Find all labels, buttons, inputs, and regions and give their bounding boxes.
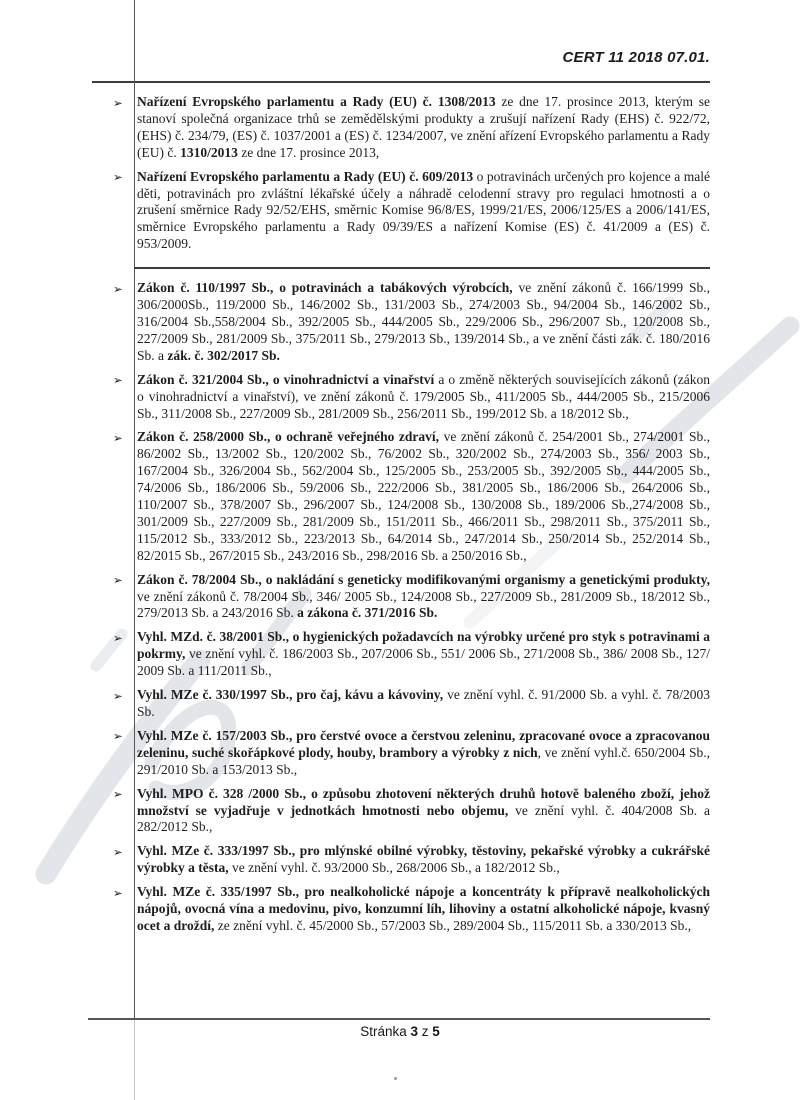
- list-item: [113, 94, 710, 162]
- regulations-group-national: [113, 280, 710, 935]
- list-item-text: Zákon č. 258/2000 Sb., o ochraně veřejného zdraví, ve znění zákonů č. 254/2001 Sb., 274/2001 Sb., 86/2002 Sb., 13/2002 Sb., 120/2002 Sb., 76/2002 Sb., 320/2002 Sb., 274/2003 Sb., 356/ 2003 Sb., 167/2004 Sb., 326/2004 Sb., 562/2004 Sb., 125/2005 Sb., 253/2005 Sb., 392/2005 Sb., 444/2005 Sb., 74/2006 Sb., 186/2006 Sb., 59/2006 Sb., 222/2006 Sb., 381/2005 Sb., 186/2006 Sb., 264/2006 Sb., 110/2007 Sb., 378/2007 Sb., 296/2007 Sb., 124/2008 Sb., 130/2008 Sb., 189/2006 Sb.,274/2008 Sb., 301/2009 Sb., 227/2009 Sb., 281/2009 Sb., 151/2011 Sb., 466/2011 Sb., 298/2011 Sb., 375/2011 Sb., 115/2012 Sb., 333/2012 Sb., 223/2013 Sb., 64/2014 Sb., 247/2014 Sb., 250/2014 Sb., 252/2014 Sb., 82/2015 Sb., 267/2015 Sb., 243/2016 Sb., 298/2016 Sb. a 250/2016 Sb.,: [137, 429, 710, 563]
- list-item: [113, 687, 710, 721]
- list-item: [113, 280, 710, 365]
- regulations-group-eu: [113, 94, 710, 253]
- list-item-text: Nařízení Evropského parlamentu a Rady (EU) č. 609/2013 o potravinách určených pro kojence a malé děti, potravinách pro zvláštní lékařské účely a náhradě celodenní stravy pro regulaci hmotnosti a o zrušení směrnice Rady 92/52/EHS, směrnic Komise 96/8/ES, 1999/21/ES, 2006/125/ES a 2006/141/ES, směrnice Evropského parlamentu a Rady 09/39/ES a nařízení Komise (ES) č. 41/2009 a (ES) č. 953/2009.: [137, 168, 710, 252]
- list-item-text: Vyhl. MPO č. 328 /2000 Sb., o způsobu zhotovení některých druhů hotově baleného zboží, jehož množství se vyjadřuje v jednotkách hmotnosti nebo objemu, ve znění vyhl. č. 404/2008 Sb. a 282/2012 Sb.,: [137, 785, 710, 835]
- list-item-text: Vyhl. MZe č. 330/1997 Sb., pro čaj, kávu a kávoviny, ve znění vyhl. č. 91/2000 Sb. a vyhl. č. 78/2003 Sb.: [137, 687, 710, 719]
- list-item: [113, 727, 710, 779]
- list-item: [113, 843, 710, 877]
- list-item: [113, 168, 710, 254]
- page-footer: [0, 1024, 800, 1039]
- footer-of-word: z: [421, 1024, 429, 1039]
- arrow-bullet-icon: ➢: [113, 630, 123, 645]
- list-item: [113, 884, 710, 935]
- left-margin-line: [134, 0, 135, 1019]
- document-code: CERT 11 2018 07.01.: [562, 49, 710, 66]
- list-item: [113, 371, 710, 423]
- arrow-bullet-icon: ➢: [113, 170, 123, 185]
- list-item-text: Zákon č. 321/2004 Sb., o vinohradnictví a vinařství a o změně některých souvisejících zákonů (zákon o vinohradnictví a vinařství), ve znění zákonů č. 179/2005 Sb., 411/2005 Sb., 444/2005 Sb., 215/2006 Sb., 311/2008 Sb., 227/2009 Sb., 281/2009 Sb., 256/2011 Sb., 199/2012 Sb. a 18/2012 Sb.,: [137, 371, 710, 421]
- arrow-bullet-icon: ➢: [113, 95, 123, 110]
- list-item-text: Vyhl. MZe č. 333/1997 Sb., pro mlýnské obilné výrobky, těstoviny, pekařské výrobky a cukrářské výrobky a těsta, ve znění vyhl. č. 93/2000 Sb., 268/2006 Sb., a 182/2012 Sb.,: [137, 843, 710, 876]
- list-item-text: Vyhl. MZe č. 335/1997 Sb., pro nealkoholické nápoje a koncentráty k přípravě nealkoholických nápojů, ovocná vína a medovinu, pivo, konzumní líh, lihoviny a ostatní alkoholické nápoje, kvasný ocet a droždí, ze znění vyhl. č. 45/2000 Sb., 57/2003 Sb., 289/2004 Sb., 115/2011 Sb. a 330/2013 Sb.,: [137, 884, 710, 933]
- arrow-bullet-icon: ➢: [113, 688, 123, 703]
- arrow-bullet-icon: ➢: [113, 281, 123, 296]
- list-item-text: Vyhl. MZe č. 157/2003 Sb., pro čerstvé ovoce a čerstvou zeleninu, zpracované ovoce a zpracovanou zeleninu, suché skořápkové plody, houby, brambory a výrobky z nich, ve znění vyhl.č. 650/2004 Sb., 291/2010 Sb. a 153/2013 Sb.,: [137, 727, 710, 777]
- arrow-bullet-icon: ➢: [113, 787, 123, 802]
- arrow-bullet-icon: ➢: [113, 430, 123, 445]
- arrow-bullet-icon: ➢: [113, 729, 123, 744]
- list-item: [113, 429, 710, 564]
- regulation-list: [113, 94, 710, 942]
- list-item-text: Nařízení Evropského parlamentu a Rady (EU) č. 1308/2013 ze dne 17. prosince 2013, kterým se stanoví společná organizace trhů se zemědělskými produkty a zrušují nařízení Rady (EHS) č. 922/72, (EHS) č. 234/79, (ES) č. 1037/2001 a (ES) č. 1234/2007, ve znění ařízení Evropského parlamentu a Rady (EU) č. 1310/2013 ze dne 17. prosince 2013,: [137, 94, 710, 160]
- list-item-text: Zákon č. 110/1997 Sb., o potravinách a tabákových výrobcích, ve znění zákonů č. 166/1999 Sb., 306/2000Sb., 119/2000 Sb., 146/2002 Sb., 131/2003 Sb., 274/2003 Sb., 94/2004 Sb., 146/2002 Sb., 316/2004 Sb.,558/2004 Sb., 392/2005 Sb., 444/2005 Sb., 229/2006 Sb., 296/2007 Sb., 120/2008 Sb., 227/2009 Sb., 281/2009 Sb., 375/2011 Sb., 279/2013 Sb., 139/2014 Sb., a ve znění části zák. č. 180/2016 Sb. a zák. č. 302/2017 Sb.: [137, 280, 710, 363]
- page-number: 3: [410, 1024, 418, 1039]
- arrow-bullet-icon: ➢: [113, 844, 123, 859]
- footer-rule: [88, 1018, 710, 1020]
- list-item: [113, 785, 710, 837]
- arrow-bullet-icon: ➢: [113, 373, 123, 388]
- header-rule: [92, 81, 710, 83]
- arrow-bullet-icon: ➢: [113, 573, 123, 588]
- list-item: [113, 571, 710, 623]
- total-pages: 5: [432, 1024, 440, 1039]
- list-item-text: Zákon č. 78/2004 Sb., o nakládání s geneticky modifikovanými organismy a genetickými produkty, ve znění zákonů č. 78/2004 Sb., 346/ 2005 Sb., 124/2008 Sb., 227/2009 Sb., 281/2009 Sb., 18/2012 Sb., 279/2013 Sb. a 243/2016 Sb. a zákona č. 371/2016 Sb.: [137, 571, 710, 621]
- group-separator-rule: [134, 267, 710, 269]
- list-item-text: Vyhl. MZd. č. 38/2001 Sb., o hygienických požadavcích na výrobky určené pro styk s potravinami a pokrmy, ve znění vyhl. č. 186/2003 Sb., 207/2006 Sb., 551/ 2006 Sb., 271/2008 Sb., 386/ 2008 Sb., 127/ 2009 Sb. a 111/2011 Sb.,: [137, 629, 710, 679]
- scan-speck: [394, 1077, 397, 1080]
- list-item: [113, 629, 710, 680]
- arrow-bullet-icon: ➢: [113, 885, 123, 900]
- footer-prefix: Stránka: [360, 1024, 407, 1039]
